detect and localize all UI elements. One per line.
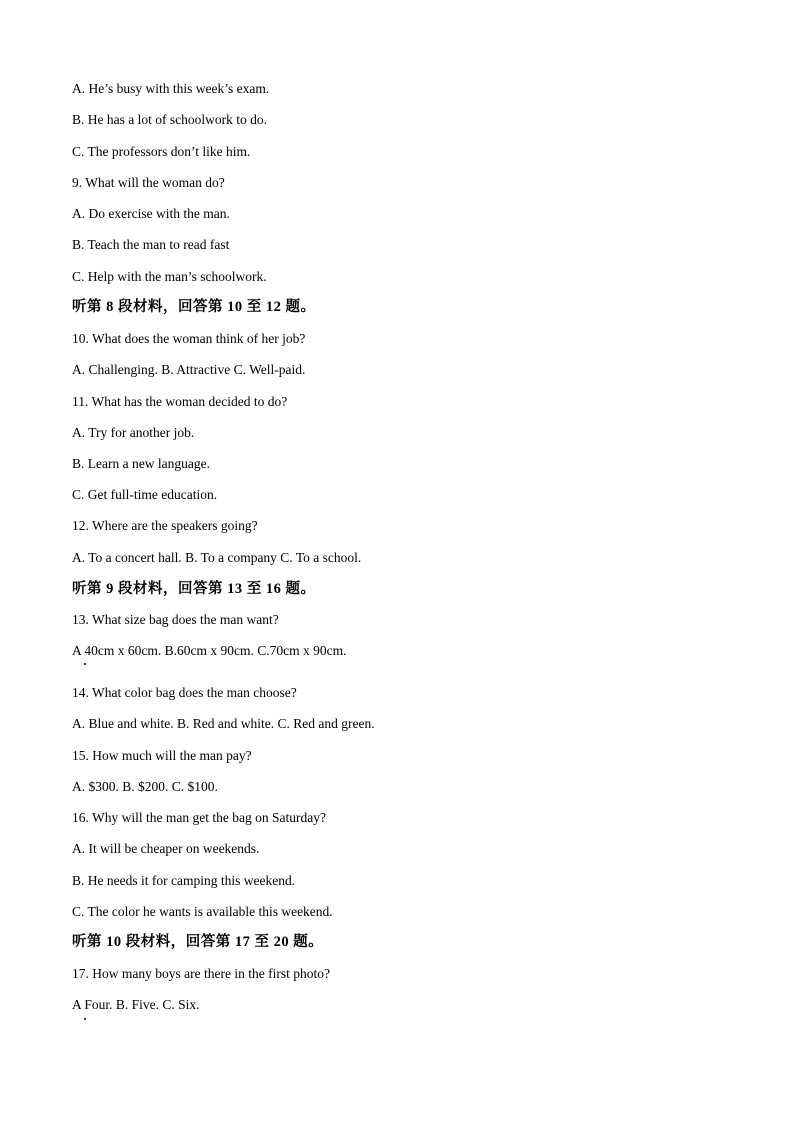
option-11c: C. Get full-time education.: [72, 487, 218, 502]
question-12: 12. Where are the speakers going?: [72, 518, 258, 533]
option-9c: C. Help with the man’s schoolwork.: [72, 269, 267, 284]
options-15: A. $300. B. $200. C. $100.: [72, 779, 218, 794]
section-heading-8: 听第 8 段材料，回答第 10 至 12 题。: [72, 299, 316, 315]
option-9a: A. Do exercise with the man.: [72, 206, 230, 221]
question-11: 11. What has the woman decided to do?: [72, 394, 288, 409]
options-12: A. To a concert hall. B. To a company C. To a school.: [72, 550, 362, 565]
options-10: A. Challenging. B. Attractive C. Well-paid.: [72, 362, 306, 377]
option-8a: A. He’s busy with this week’s exam.: [72, 81, 270, 96]
question-15: 15. How much will the man pay?: [72, 748, 252, 763]
option-8b: B. He has a lot of schoolwork to do.: [72, 112, 267, 127]
question-16: 16. Why will the man get the bag on Saturday?: [72, 810, 326, 825]
section-heading-10: 听第 10 段材料，回答第 17 至 20 题。: [72, 934, 324, 950]
options-13: A 40cm x 60cm. B.60cm x 90cm. C.70cm x 90cm.: [72, 643, 347, 658]
options-17: A Four. B. Five. C. Six.: [72, 997, 200, 1012]
option-16a: A. It will be cheaper on weekends.: [72, 841, 260, 856]
option-11a: A. Try for another job.: [72, 425, 195, 440]
option-9b: B. Teach the man to read fast: [72, 237, 230, 252]
stray-dot-mark: [84, 1018, 86, 1020]
option-11b: B. Learn a new language.: [72, 456, 210, 471]
question-10: 10. What does the woman think of her job?: [72, 331, 306, 346]
options-14: A. Blue and white. B. Red and white. C. Red and green.: [72, 716, 375, 731]
question-14: 14. What color bag does the man choose?: [72, 685, 297, 700]
option-8c: C. The professors don’t like him.: [72, 144, 251, 159]
question-9: 9. What will the woman do?: [72, 175, 225, 190]
section-heading-9: 听第 9 段材料，回答第 13 至 16 题。: [72, 581, 316, 597]
question-17: 17. How many boys are there in the first photo?: [72, 966, 330, 981]
stray-dot-mark: [84, 663, 86, 665]
option-16b: B. He needs it for camping this weekend.: [72, 873, 296, 888]
option-16c: C. The color he wants is available this weekend.: [72, 904, 333, 919]
question-13: 13. What size bag does the man want?: [72, 612, 279, 627]
